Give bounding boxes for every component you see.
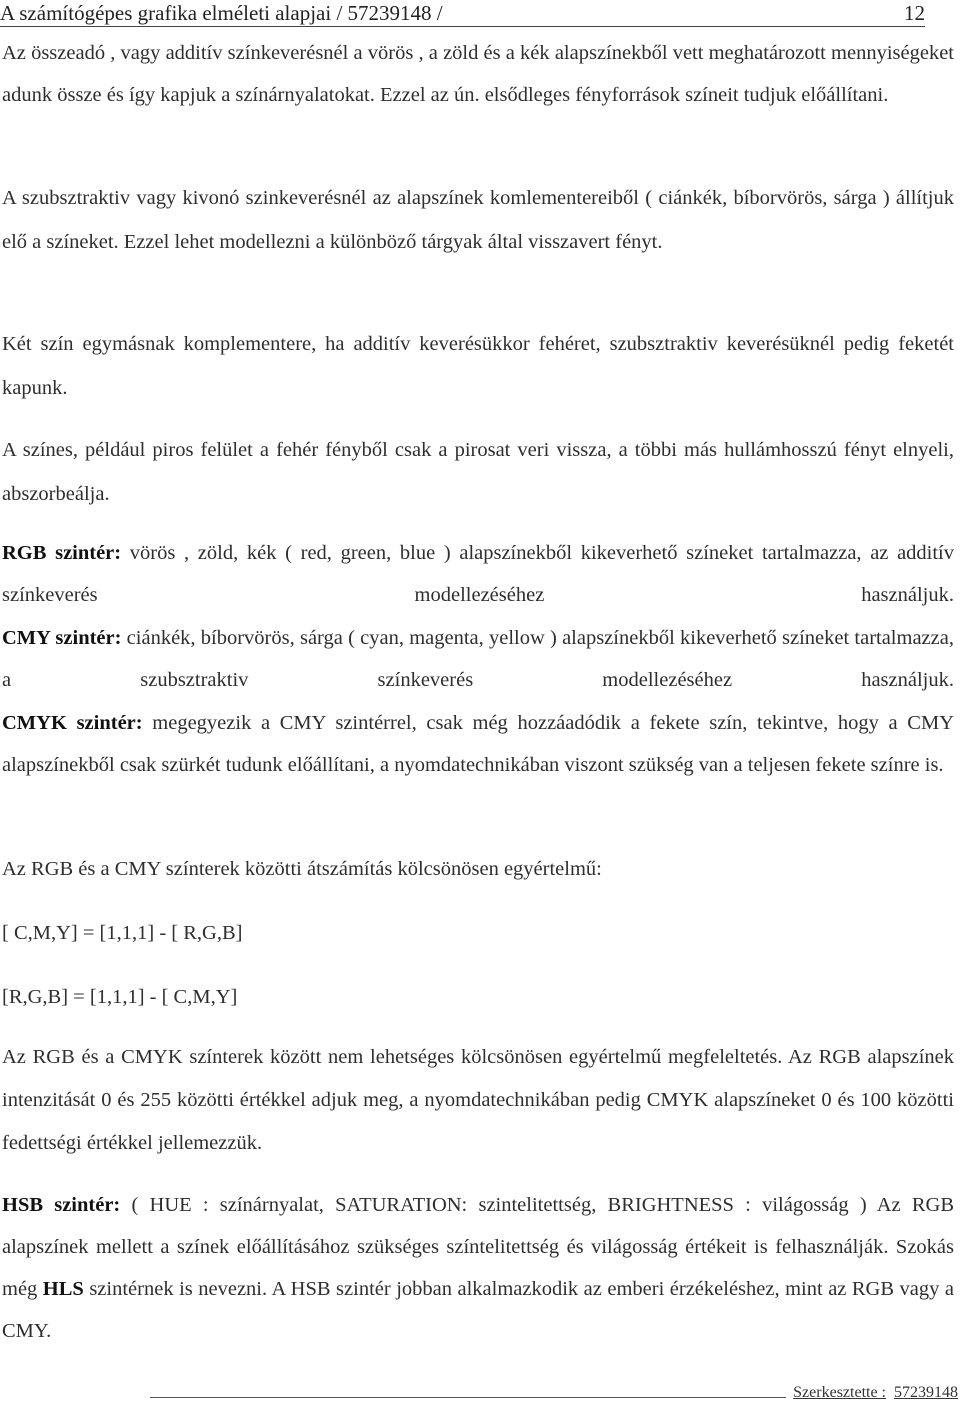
hsb-term: HSB szintér:: [2, 1194, 121, 1216]
paragraph-additive: Az összeadó , vagy additív színkeverésnél a vörös , a zöld és a kék alapszínekből vett meghatározott mennyiségeket adunk össze és így kapjuk a színárnyalatokat. Ezzel az ún. elsődleges fényforrások színeit tudjuk előállítani.: [2, 42, 954, 106]
paragraph-conversion: Az RGB és a CMY színterek közötti átszámítás kölcsönösen egyértelmű:: [2, 858, 602, 880]
footer-number: 57239148: [894, 1384, 958, 1401]
paragraph-cmy-space: [2, 617, 954, 701]
formula-rgb-from-cmy: [R,G,B] = [1,1,1] - [ C,M,Y]: [2, 986, 238, 1008]
paragraph-rgb-cmyk: Az RGB és a CMYK színterek között nem lehetséges kölcsönösen egyértelmű megfeleltetés. Az RGB alapszínek intenzitását 0 és 255 közötti értékkel adjuk meg, a nyomdatechnikában pedig CMYK alapszíneket 0 és 100 közötti fedettségi értékkel jellemezzük.: [2, 1046, 954, 1154]
paragraph-cmyk-space: [2, 702, 954, 786]
cmy-term: CMY szintér:: [2, 627, 122, 649]
footer-label: Szerkesztette :: [793, 1384, 886, 1401]
hls-term: HLS: [42, 1278, 84, 1300]
cmy-description: ciánkék, bíborvörös, sárga ( cyan, magenta, yellow ) alapszínekből kikeverhető színeket tartalmazza, a szubsztraktiv színkeverés modellezéséhez használjuk.: [2, 627, 954, 691]
page-footer: [150, 1383, 958, 1403]
page-header: [0, 0, 925, 27]
rgb-term: RGB szintér:: [2, 542, 122, 564]
paragraph-subtractive: A szubsztraktiv vagy kivonó szinkeverésnél az alapszínek komlementereiből ( ciánkék, bíborvörös, sárga ) állítjuk elő a színeket. Ezzel lehet modellezni a különböző tárgyak által visszavert fényt.: [2, 187, 954, 253]
paragraph-rgb-space: [2, 532, 954, 616]
footer-rule: [150, 1397, 786, 1398]
hsb-description-end: szintérnek is nevezni. A HSB szintér jobban alkalmazkodik az emberi érzékeléshez, mint az RGB vagy a CMY.: [2, 1278, 954, 1342]
hsb-description-start: ( HUE : színárnyalat, SATURATION: szintelitettség, BRIGHTNESS : világosság ) Az RGB alapszínek mellett a színek előállításához szükséges színtelitettség és világosság értékeit is felhasználják. Szokás még: [2, 1194, 955, 1300]
page-number: 12: [904, 1, 925, 25]
cmyk-term: CMYK szintér:: [2, 712, 143, 734]
footer-editor: [793, 1383, 958, 1403]
paragraph-complementary: Két szín egymásnak komplementere, ha additív keverésükkor fehéret, szubsztraktiv keverésüknél pedig feketét kapunk.: [2, 333, 954, 399]
paragraph-reflection: A színes, például piros felület a fehér fényből csak a pirosat veri vissza, a többi más hullámhosszú fényt elnyeli, abszorbeálja.: [2, 439, 954, 505]
rgb-description: vörös , zöld, kék ( red, green, blue ) alapszínekből kikeverhető színeket tartalmazza, az additív színkeverés modellezéséhez használjuk.: [2, 542, 955, 606]
paragraph-hsb-space: [2, 1184, 954, 1352]
formula-cmy-from-rgb: [ C,M,Y] = [1,1,1] - [ R,G,B]: [2, 922, 243, 944]
cmyk-description: megegyezik a CMY szintérrel, csak még hozzáadódik a fekete szín, tekintve, hogy a CMY alapszínekből csak szürkét tudunk előállítani, a nyomdatechnikában viszont szükség van a teljesen fekete színre is.: [2, 712, 955, 776]
document-title: A számítógépes grafika elméleti alapjai / 57239148 /: [0, 1, 443, 25]
